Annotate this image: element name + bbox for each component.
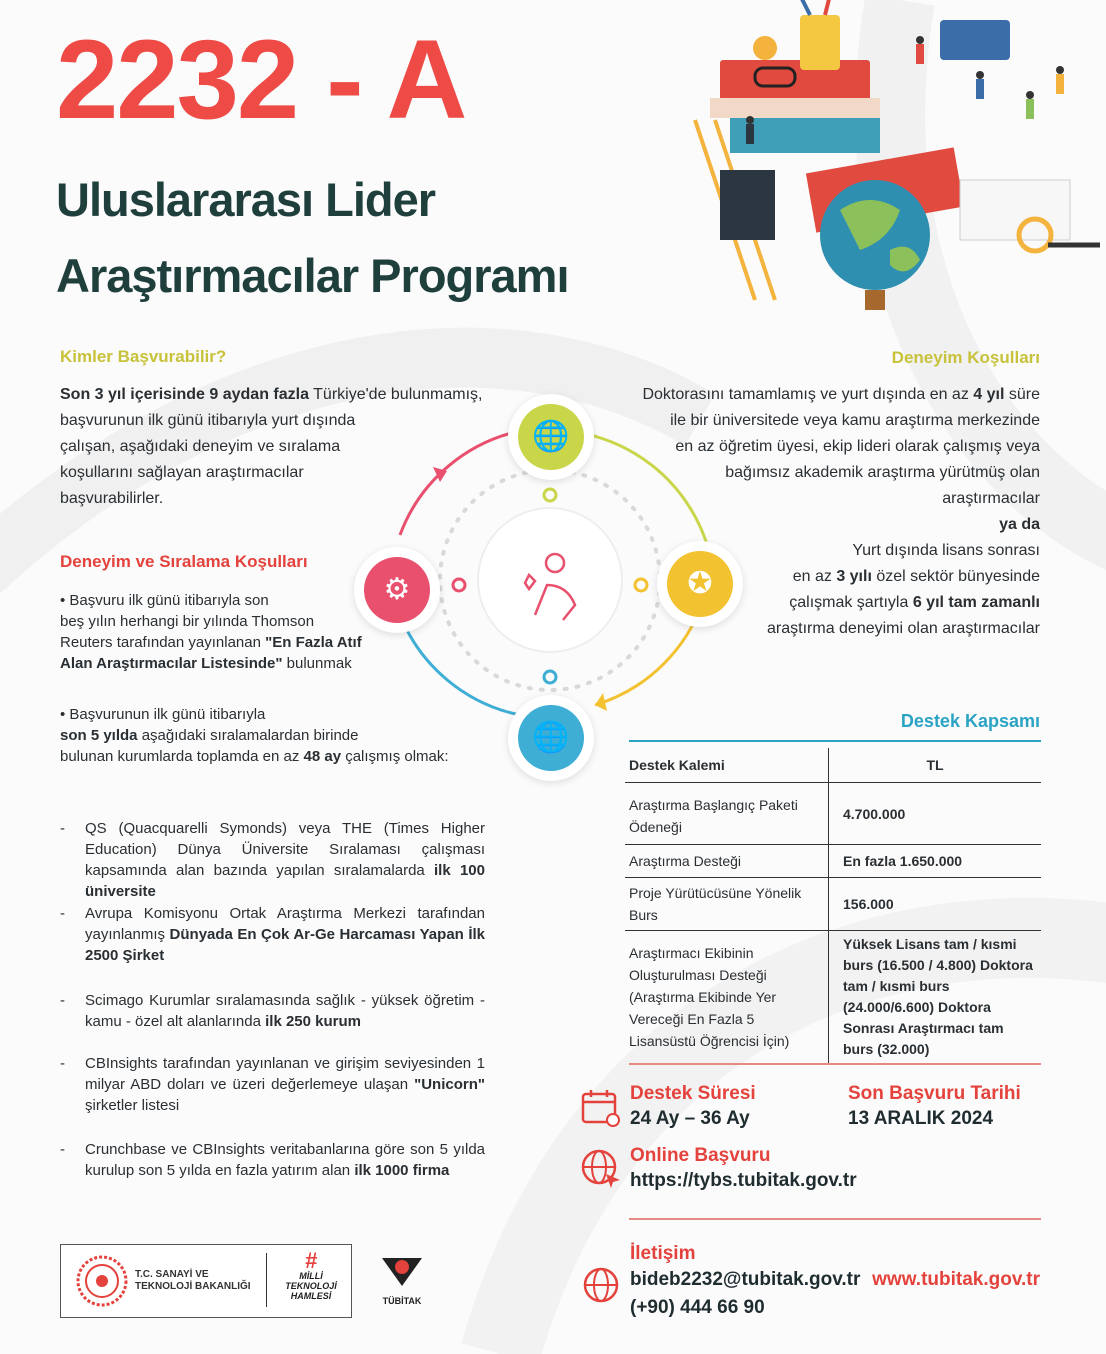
calendar-icon: [580, 1088, 622, 1128]
list-text: QS (Quacquarelli Symonds) veya THE (Times Higher Education) Dünya Üniversite Sıralaması çalışması kapsamında alan bazında yapılan sıralamalarda: [85, 820, 485, 879]
experience-bold: 6 yıl tam zamanlı: [912, 594, 1040, 611]
list-dash: -: [60, 1141, 65, 1158]
experience-line: araştırma deneyimi olan araştırmacılar: [767, 620, 1040, 637]
support-table-header: [625, 748, 1041, 783]
contact-label: İletişim: [630, 1243, 696, 1264]
milli-line: TEKNOLOJİ: [285, 1281, 337, 1291]
program-title-line1: Uluslararası Lider: [56, 173, 436, 226]
ministry-line: T.C. SANAYİ VE: [135, 1269, 209, 1280]
globe-person-icon: 🌐: [518, 404, 584, 470]
online-label: Online Başvuru: [630, 1145, 771, 1166]
ranking-condition-1: [60, 590, 380, 674]
ranking-list-item: [60, 903, 485, 966]
ministry-line: TEKNOLOJİ BAKANLIĞI: [135, 1281, 251, 1292]
tubitak-wordmark: TÜBİTAK: [382, 1296, 422, 1306]
list-text: Crunchbase ve CBInsights veritabanlarına göre son 5 yılda kurulup son 5 yılda en fazla yatırım alan: [85, 1141, 485, 1179]
condition-line: bulunan kurumlarda toplamda en az: [60, 748, 304, 765]
divider: [629, 1218, 1041, 1220]
milli-teknoloji-logo: [283, 1248, 339, 1301]
program-title-line2: Araştırmacılar Programı: [56, 249, 569, 302]
support-table-row: [625, 878, 1041, 931]
support-table-row: [625, 845, 1041, 878]
ranking-list-item: [60, 818, 485, 902]
list-text: şirketler listesi: [85, 1097, 180, 1114]
support-value: 156.000: [843, 896, 894, 912]
support-col-item-header: Destek Kalemi: [625, 748, 829, 783]
list-dash: -: [60, 905, 65, 922]
experience-bold: 4 yıl: [973, 386, 1005, 403]
experience-line: özel sektör bünyesinde: [871, 568, 1040, 585]
condition-bold: son 5 yılda: [60, 727, 138, 744]
globe-graduate-icon: 🌐: [518, 705, 584, 771]
logo-divider: [266, 1253, 267, 1307]
tubitak-logo-mark: [380, 1254, 424, 1288]
ministry-name: [135, 1269, 251, 1293]
node-globe-researcher: [508, 394, 594, 480]
support-col-tl-header: TL: [926, 757, 944, 773]
support-value: Yüksek Lisans tam / kısmi burs (16.500 / 4.800) Doktora tam / kısmi burs (24.000/6.600) Doktora Sonrası Araştırmacı tam burs (32.000): [843, 936, 1033, 1057]
node-globe-graduate: [508, 695, 594, 781]
support-item: Araştırmacı Ekibinin Oluşturulması Desteği (Araştırma Ekibinde Yer Vereceği En Fazla 5 Lisansüstü Öğrencisi İçin): [625, 931, 829, 1064]
list-dash: -: [60, 992, 65, 1009]
experience-line: araştırmacılar: [942, 490, 1040, 507]
list-bold: ilk 250 kurum: [265, 1013, 361, 1030]
contact-email-link[interactable]: bideb2232@tubitak.gov.tr: [630, 1269, 861, 1290]
support-item: Araştırma Başlangıç Paketi Ödeneği: [625, 783, 829, 845]
award-star-icon: ✪: [667, 551, 733, 617]
logo-strip: [60, 1244, 352, 1318]
experience-line: Yurt dışında lisans sonrası: [852, 542, 1040, 559]
ranking-list-item: [60, 1053, 485, 1116]
experience-line: süre: [1004, 386, 1040, 403]
support-item: Proje Yürütücüsüne Yönelik Burs: [625, 878, 829, 931]
node-research: [354, 547, 440, 633]
list-dash: -: [60, 1055, 65, 1072]
ministry-seal-logo: [75, 1254, 129, 1308]
who-can-apply-line: başvurunun ilk günü itibarıyla yurt dışında: [60, 412, 356, 429]
support-table-row: [625, 931, 1041, 1064]
deadline-value: 13 ARALIK 2024: [848, 1108, 994, 1129]
list-text: Scimago Kurumlar sıralamasında sağlık - yüksek öğretim - kamu - özel alt alanlarında: [85, 992, 485, 1030]
globe-icon: [582, 1266, 622, 1306]
list-text: Avrupa Komisyonu Ortak Araştırma Merkezi tarafından yayınlanmış: [85, 905, 485, 943]
condition-line: bulunmak: [282, 655, 352, 672]
experience-bold: 3 yılı: [836, 568, 872, 585]
support-value: En fazla 1.650.000: [843, 853, 963, 869]
condition-line: beş yılın herhangi bir yılında Thomson: [60, 613, 315, 630]
condition-line: çalışmış olmak:: [341, 748, 449, 765]
hashtag-mark: #: [304, 1248, 318, 1273]
who-can-apply-line: koşullarını sağlayan araştırmacılar: [60, 464, 304, 481]
website-link[interactable]: www.tubitak.gov.tr: [872, 1269, 1040, 1290]
condition-line: • Başvuru ilk günü itibarıyla son: [60, 592, 269, 609]
condition-bold: "En Fazla Atıf: [265, 634, 362, 651]
ranking-conditions-heading: Deneyim ve Sıralama Koşulları: [60, 552, 308, 571]
support-value: 4.700.000: [843, 805, 906, 822]
list-bold: ilk 100 üniversite: [85, 862, 485, 900]
globe-cursor-icon: [580, 1148, 622, 1190]
condition-line: • Başvurunun ilk günü itibarıyla: [60, 706, 266, 723]
who-can-apply-line: başvurabilirler.: [60, 490, 164, 507]
list-bold: Dünyada En Çok Ar-Ge Harcaması Yapan İlk 2500 Şirket: [85, 926, 485, 964]
support-heading: Destek Kapsamı: [900, 711, 1040, 731]
program-code-title: 2232 - A: [56, 17, 466, 142]
online-url-link[interactable]: https://tybs.tubitak.gov.tr: [630, 1170, 857, 1191]
deadline-label: Son Başvuru Tarihi: [848, 1083, 1021, 1104]
list-bold: ilk 1000 firma: [354, 1162, 450, 1179]
condition-line: Reuters tarafından yayınlanan: [60, 634, 266, 651]
condition-bold: 48 ay: [303, 748, 342, 765]
divider: [629, 1063, 1041, 1065]
research-illustration: [660, 0, 1106, 320]
who-can-apply-bold: Son 3 yıl içerisinde 9 aydan fazla: [60, 386, 309, 403]
list-text: CBInsights tarafından yayınlanan ve girişim seviyesinden 1 milyar ABD doları ve üzeri değerlemeye ulaşan: [85, 1055, 485, 1093]
duration-value: 24 Ay – 36 Ay: [630, 1108, 750, 1129]
support-item: Araştırma Desteği: [625, 845, 829, 878]
experience-or: ya da: [999, 516, 1040, 533]
support-table-row: [625, 783, 1041, 845]
ranking-list-item: [60, 1139, 485, 1181]
experience-line: bağımsız akademik araştırma yürütmüş olan: [725, 464, 1040, 481]
ranking-list-item: [60, 990, 485, 1032]
experience-text: [600, 382, 1040, 642]
experience-line: en az öğretim üyesi, ekip lideri olarak çalışmış veya: [675, 438, 1040, 455]
who-can-apply-heading: Kimler Başvurabilir?: [60, 347, 227, 366]
experience-line: Doktorasını tamamlamış ve yurt dışında en az: [642, 386, 974, 403]
who-can-apply-rest: Türkiye'de bulunmamış,: [309, 386, 483, 403]
support-table: [625, 748, 1041, 1063]
condition-line: aşağıdaki sıralamalardan birinde: [137, 727, 359, 744]
milli-line: MİLLİ: [299, 1271, 323, 1281]
duration-label: Destek Süresi: [630, 1083, 756, 1104]
experience-line: ile bir üniversitede veya kamu araştırma merkezinde: [670, 412, 1040, 429]
experience-heading: Deneyim Koşulları: [891, 348, 1040, 367]
contact-phone: (+90) 444 66 90: [630, 1297, 765, 1318]
who-can-apply-line: çalışan, aşağıdaki deneyim ve sıralama: [60, 438, 341, 455]
condition-bold: Alan Araştırmacılar Listesinde": [60, 655, 283, 672]
list-dash: -: [60, 820, 65, 837]
support-rule: [629, 740, 1041, 742]
experience-line: en az: [792, 568, 837, 585]
microscope-magnifier-icon: ⚙: [364, 557, 430, 623]
milli-line: HAMLESİ: [290, 1291, 332, 1301]
list-bold: "Unicorn": [414, 1076, 485, 1093]
experience-line: çalışmak şartıyla: [789, 594, 913, 611]
